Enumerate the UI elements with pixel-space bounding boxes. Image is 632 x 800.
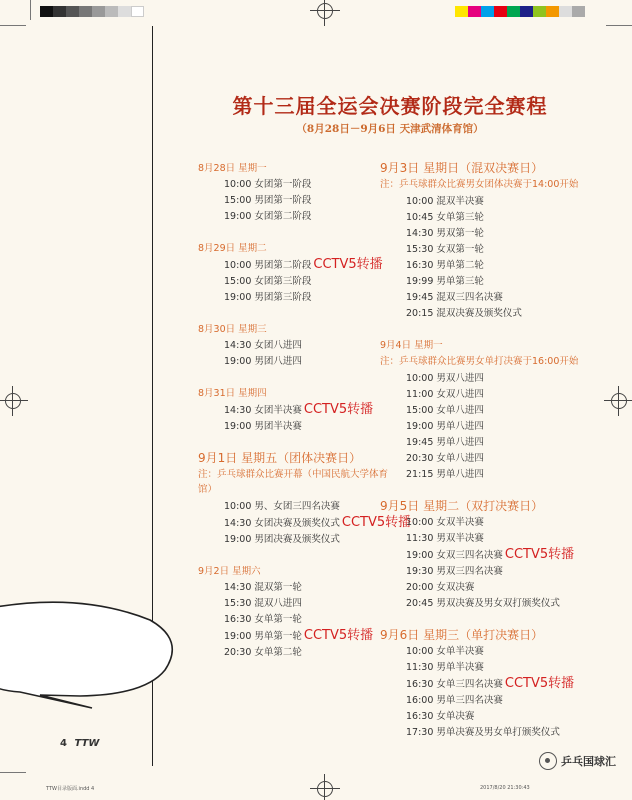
event-text: 10:00 女单半决赛 xyxy=(406,646,484,657)
event-row xyxy=(380,660,620,676)
schedule-day xyxy=(198,450,412,548)
event-row xyxy=(380,725,620,741)
cctv5-broadcast-note: CCTV5转播 xyxy=(303,402,374,417)
event-text: 19:00 女双三四名决赛 xyxy=(406,550,503,561)
day-heading: 9月3日 星期日（混双决赛日） xyxy=(380,161,544,175)
event-row xyxy=(380,580,620,596)
page-title: 第十三届全运会决赛阶段完全赛程 xyxy=(232,94,548,118)
cctv5-broadcast-note: CCTV5转播 xyxy=(313,257,383,272)
event-text: 10:00 混双半决赛 xyxy=(406,196,484,207)
event-row xyxy=(380,258,620,274)
event-row xyxy=(380,210,620,226)
event-text: 14:30 混双第一轮 xyxy=(224,582,302,593)
event-text: 14:30 女团半决赛 xyxy=(224,405,302,416)
event-text: 10:00 男、女团三四名决赛 xyxy=(224,501,340,512)
page-number: 4 xyxy=(60,738,67,749)
event-text: 19:45 男单八进四 xyxy=(406,437,484,448)
page-folio xyxy=(60,738,99,749)
schedule-day xyxy=(198,160,388,225)
crop-mark xyxy=(30,0,31,20)
registration-mark-bottom xyxy=(314,778,336,800)
schedule-day xyxy=(198,321,388,370)
event-text: 15:30 混双八进四 xyxy=(224,598,302,609)
event-row xyxy=(380,644,620,660)
event-row xyxy=(380,226,620,242)
cctv5-broadcast-note: CCTV5转播 xyxy=(303,628,374,643)
event-row xyxy=(380,290,620,306)
day-heading: 8月31日 星期四 xyxy=(198,388,267,399)
event-text: 20:00 女双决赛 xyxy=(406,582,475,593)
event-row xyxy=(380,693,620,709)
event-row xyxy=(380,596,620,612)
event-text: 16:30 女单三四名决赛 xyxy=(406,679,503,690)
magazine-logo: TTW xyxy=(74,738,100,749)
event-row xyxy=(380,709,620,725)
event-text: 19:00 男团半决赛 xyxy=(224,421,302,432)
event-row xyxy=(198,290,388,306)
event-row xyxy=(380,547,620,564)
event-text: 21:15 男单八进四 xyxy=(406,469,484,480)
event-text: 17:30 男单决赛及男女单打颁奖仪式 xyxy=(406,727,560,738)
event-text: 19:00 男团决赛及颁奖仪式 xyxy=(224,534,340,545)
day-heading: 9月4日 星期一 xyxy=(380,340,443,351)
day-heading: 9月6日 星期三（单打决赛日） xyxy=(380,628,544,642)
event-row xyxy=(380,531,620,547)
event-row xyxy=(380,194,620,210)
schedule-right-column xyxy=(380,160,620,756)
event-row xyxy=(380,274,620,290)
event-row xyxy=(198,193,388,209)
event-row xyxy=(198,580,388,596)
crop-mark xyxy=(0,772,26,773)
event-text: 19:30 男双三四名决赛 xyxy=(406,566,503,577)
cctv5-broadcast-note: CCTV5转播 xyxy=(341,515,412,530)
event-row xyxy=(380,242,620,258)
event-row xyxy=(198,419,388,435)
event-text: 14:30 女团决赛及颁奖仪式 xyxy=(224,518,340,529)
event-text: 11:30 男双半决赛 xyxy=(406,533,484,544)
day-heading: 8月28日 星期一 xyxy=(198,163,267,174)
event-row xyxy=(380,403,620,419)
event-text: 19:00 男团八进四 xyxy=(224,356,302,367)
print-slug-timestamp: 2017/8/20 21:30:43 xyxy=(480,785,530,791)
event-text: 20:45 男双决赛及男女双打颁奖仪式 xyxy=(406,598,560,609)
event-row xyxy=(198,596,388,612)
event-row xyxy=(198,628,388,645)
event-text: 15:00 女团第三阶段 xyxy=(224,276,312,287)
schedule-day xyxy=(198,563,388,661)
event-text: 10:00 女团第一阶段 xyxy=(224,179,312,190)
day-heading: 9月2日 星期六 xyxy=(198,566,261,577)
event-row xyxy=(198,338,388,354)
registration-mark-left xyxy=(2,390,24,412)
day-heading: 9月5日 星期二（双打决赛日） xyxy=(380,499,544,513)
day-note: 注：乒乓球群众比赛男女团体决赛于14:00开始 xyxy=(380,179,579,190)
event-row xyxy=(198,402,388,419)
event-text: 15:00 男团第一阶段 xyxy=(224,195,312,206)
event-text: 19:45 混双三四名决赛 xyxy=(406,292,503,303)
event-row xyxy=(198,177,388,193)
event-text: 19:00 男团第三阶段 xyxy=(224,292,312,303)
schedule-day xyxy=(380,498,620,612)
event-text: 10:00 男团第二阶段 xyxy=(224,260,312,271)
event-text: 16:30 女单第一轮 xyxy=(224,614,302,625)
watermark-text: 乒乓国球汇 xyxy=(561,755,616,768)
registration-mark-top xyxy=(314,0,336,22)
cctv5-broadcast-note: CCTV5转播 xyxy=(504,547,575,562)
event-row xyxy=(380,306,620,322)
speech-bubble-graphic xyxy=(0,600,180,710)
event-row xyxy=(380,564,620,580)
event-row xyxy=(380,435,620,451)
event-text: 10:45 女单第三轮 xyxy=(406,212,484,223)
event-row xyxy=(380,467,620,483)
event-text: 16:30 女单决赛 xyxy=(406,711,475,722)
day-heading: 9月1日 星期五（团体决赛日） xyxy=(198,451,362,465)
event-text: 10:00 男双八进四 xyxy=(406,373,484,384)
event-text: 11:30 男单半决赛 xyxy=(406,662,484,673)
print-slug-file: TTW目录版面.indd 4 xyxy=(46,786,95,792)
schedule-day xyxy=(198,240,388,306)
event-text: 14:30 男双第一轮 xyxy=(406,228,484,239)
event-row xyxy=(198,257,388,274)
event-text: 15:30 女双第一轮 xyxy=(406,244,484,255)
schedule-day xyxy=(380,627,620,741)
day-note: 注：乒乓球群众比赛男女单打决赛于16:00开始 xyxy=(380,356,579,367)
event-row xyxy=(380,676,620,693)
page-subtitle: （8月28日－9月6日 天津武清体育馆） xyxy=(296,123,484,135)
event-row xyxy=(198,515,412,532)
crop-mark xyxy=(0,25,26,26)
event-row xyxy=(198,612,388,628)
event-row xyxy=(198,499,388,515)
wechat-watermark xyxy=(539,752,616,770)
cctv5-broadcast-note: CCTV5转播 xyxy=(504,676,575,691)
event-text: 16:30 男单第二轮 xyxy=(406,260,484,271)
event-text: 15:00 女单八进四 xyxy=(406,405,484,416)
event-text: 14:30 女团八进四 xyxy=(224,340,302,351)
event-row xyxy=(380,371,620,387)
event-row xyxy=(380,451,620,467)
schedule-day xyxy=(380,160,620,322)
event-row xyxy=(198,354,388,370)
day-heading: 8月30日 星期三 xyxy=(198,324,267,335)
event-text: 19:00 女团第二阶段 xyxy=(224,211,312,222)
event-row xyxy=(198,532,388,548)
grayscale-color-bar xyxy=(40,6,144,17)
event-row xyxy=(198,645,388,661)
event-text: 20:30 女单第二轮 xyxy=(224,647,302,658)
wechat-icon xyxy=(539,752,557,770)
day-heading: 8月29日 星期二 xyxy=(198,243,267,254)
event-row xyxy=(380,419,620,435)
event-text: 19:00 男单第一轮 xyxy=(224,631,302,642)
day-note: 注：乒乓球群众比赛开幕（中国民航大学体育馆） xyxy=(198,469,389,495)
schedule-day xyxy=(198,385,388,435)
schedule-day xyxy=(380,337,620,483)
event-row xyxy=(380,387,620,403)
cmyk-color-bar xyxy=(455,6,585,17)
event-row xyxy=(380,515,620,531)
event-text: 20:15 混双决赛及颁奖仪式 xyxy=(406,308,522,319)
crop-mark xyxy=(606,25,632,26)
event-text: 19:00 男单八进四 xyxy=(406,421,484,432)
event-row xyxy=(198,209,388,225)
event-text: 10:00 女双半决赛 xyxy=(406,517,484,528)
event-text: 11:00 女双八进四 xyxy=(406,389,484,400)
event-text: 16:00 男单三四名决赛 xyxy=(406,695,503,706)
event-row xyxy=(198,274,388,290)
event-text: 19:99 男单第三轮 xyxy=(406,276,484,287)
event-text: 20:30 女单八进四 xyxy=(406,453,484,464)
